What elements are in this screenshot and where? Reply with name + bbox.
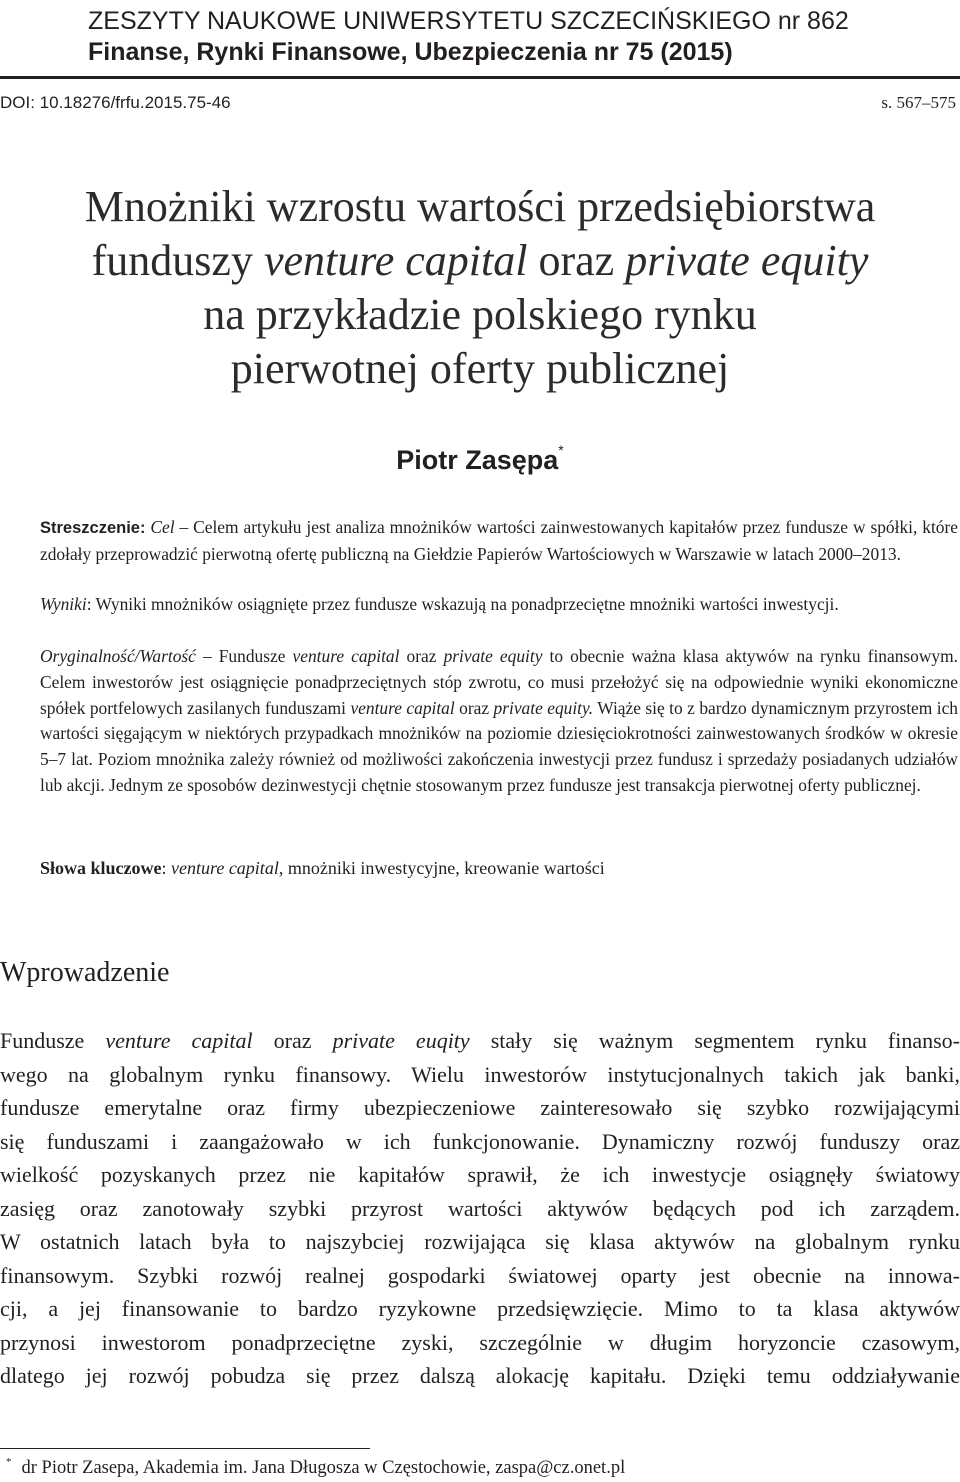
originality-text: to obecnie ważna klasa aktywów na rynku finansowym. Celem inwestorów jest osiągnięcie ponadprzeciętnych stóp zwrotu, co musi przełożyć się na odpowiednie wyniki ekonomiczne spółek portfelowych zasilanych funduszami xyxy=(40,646,959,718)
keywords-separator: : xyxy=(161,858,172,878)
originality-label: Oryginalność/Wartość xyxy=(40,646,196,666)
footnote-rule xyxy=(0,1448,370,1449)
body-italic: private euqity xyxy=(332,1028,470,1053)
page-range: s. 567–575 xyxy=(881,93,956,112)
body-span: oraz xyxy=(252,1028,333,1053)
keywords-list: , mnożniki inwestycyjne, kreowanie wartości xyxy=(278,858,605,878)
title-italic: venture capital xyxy=(263,236,528,285)
body-line: fundusze emerytalne oraz firmy ubezpieczeniowe zainteresowało się szybko rozwijającymi xyxy=(0,1095,960,1120)
journal-series: Finanse, Rynki Finansowe, Ubezpieczenia nr 75 (2015) xyxy=(88,38,733,66)
body-italic: venture capital xyxy=(105,1028,253,1053)
journal-name: ZESZYTY NAUKOWE UNIWERSYTETU SZCZECIŃSKIEGO nr 862 xyxy=(88,7,849,35)
title-line: pierwotnej oferty publicznej xyxy=(230,344,730,393)
originality-italic: private equity. xyxy=(493,697,594,718)
body-span: stały się ważnym segmentem rynku finanso- xyxy=(469,1028,960,1053)
originality-italic: venture capital xyxy=(350,697,455,718)
author-footnote-mark: * xyxy=(558,442,564,458)
title-text: funduszy xyxy=(91,236,264,285)
title-italic: private equity xyxy=(625,236,869,285)
keyword-italic: venture capital xyxy=(171,858,279,878)
body-line: wielkość pozyskanych przez nie kapitałów sprawił, że ich inwestycje osiągnęły światowy xyxy=(0,1162,960,1187)
body-line: się funduszami i zaangażowało w ich funkcjonowanie. Dynamiczny rozwój funduszy oraz xyxy=(0,1128,960,1154)
footnote-text: dr Piotr Zasepa, Akademia im. Jana Długosza w Częstochowie, zaspa@cz.onet.pl xyxy=(21,1458,626,1478)
footnote xyxy=(6,1456,625,1479)
originality-italic: venture capital xyxy=(292,646,400,666)
author xyxy=(0,442,960,476)
body-line: przynosi inwestorom ponadprzeciętne zyski, szczególnie w długim horyzoncie czasowym, xyxy=(0,1329,960,1355)
body-line: cji, a jej finansowanie to bardzo ryzykowne przedsięwzięcie. Mimo to ta klasa aktywów xyxy=(0,1296,960,1321)
title-line: na przykładzie polskiego rynku xyxy=(203,290,757,339)
originality-text: oraz xyxy=(399,646,444,666)
body-line: dlatego jej rozwój pobudza się przez dalszą alokację kapitału. Dzięki temu oddziaływanie xyxy=(0,1363,960,1388)
abstract-results xyxy=(40,592,958,618)
abstract-originality xyxy=(40,644,958,799)
originality-text: oraz xyxy=(454,697,494,718)
purpose-label: Cel xyxy=(150,517,175,537)
body-line: W ostatnich latach była to najszybciej rozwijająca się klasa aktywów na globalnym rynku xyxy=(0,1229,960,1254)
article-title xyxy=(0,180,960,396)
originality-text: Wiąże się to z bardzo dynamicznym przyrostem ich wartości sięgającym w niektórych przypadkach mnożników na poziomie dziesięciokrotności zainwestowanych środków w okresie 5–7 lat. Poziom mnożnika zależy również od możliwości zakończenia inwestycji przez fundusz i sprzedaży posiadanych udziałów lub akcji. Jednym ze sposobów dezinwestycji chętnie stosowanym przez fundusze jest transakcja pierwotnej oferty publicznej. xyxy=(40,697,958,795)
purpose-text: – Celem artykułu jest analiza mnożników wartości zainwestowanych kapitałów przez fundusze w spółki, które zdołały przeprowadzić pierwotną ofertę publiczną na Giełdzie Papierów Wartościowych w Warszawie w latach 2000–2013. xyxy=(40,517,958,564)
originality-italic: private equity xyxy=(443,646,543,666)
title-line: Mnożniki wzrostu wartości przedsiębiorstwa xyxy=(84,182,876,231)
title-text: oraz xyxy=(527,236,626,285)
doi: DOI: 10.18276/frfu.2015.75-46 xyxy=(0,93,231,112)
abstract-label: Streszczenie: xyxy=(40,519,146,537)
keywords-label: Słowa kluczowe xyxy=(40,858,162,878)
body-text xyxy=(0,1024,960,1393)
originality-text: – Fundusze xyxy=(195,646,293,666)
body-line: wego na globalnym rynku finansowy. Wielu inwestorów instytucjonalnych takich jak banki, xyxy=(0,1061,960,1087)
body-line: finansowym. Szybki rozwój realnej gospodarki światowej oparty jest obecnie na innowa- xyxy=(0,1262,960,1288)
footnote-mark: * xyxy=(6,1456,12,1468)
abstract-purpose xyxy=(40,515,958,568)
keywords xyxy=(40,858,605,879)
author-name: Piotr Zasępa xyxy=(396,445,559,475)
header-rule xyxy=(0,76,960,79)
section-heading: Wprowadzenie xyxy=(0,957,170,988)
results-text: : Wyniki mnożników osiągnięte przez fundusze wskazują na ponadprzeciętne mnożniki wartości inwestycji. xyxy=(86,594,839,614)
title-line xyxy=(0,234,960,288)
body-line xyxy=(0,1024,960,1058)
results-label: Wyniki xyxy=(40,594,87,614)
body-span: Fundusze xyxy=(0,1028,106,1053)
body-line: zasięg oraz zanotowały szybki przyrost wartości aktywów będących pod ich zarządem. xyxy=(0,1195,960,1221)
